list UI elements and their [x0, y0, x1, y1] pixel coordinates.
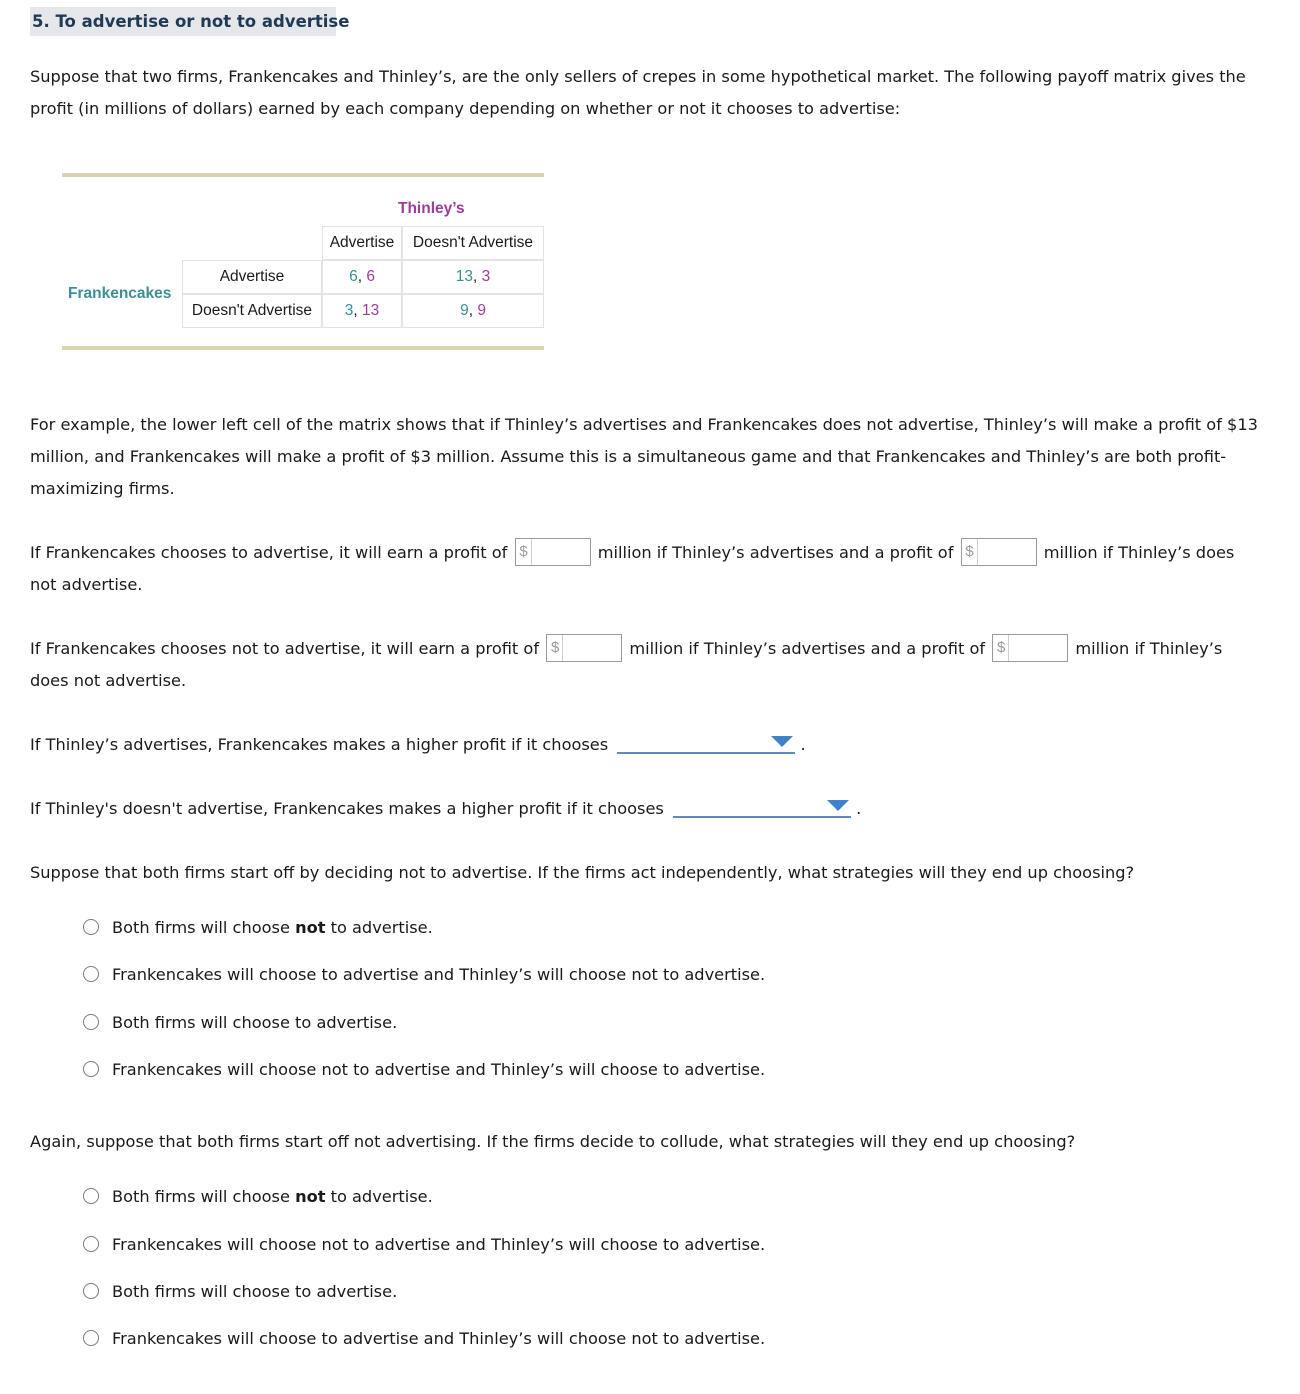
row-player-label: Frankencakes [68, 285, 172, 302]
option-text: to advertise. [325, 918, 433, 937]
option-text: Frankencakes will choose not to advertise and Thinley’s will choose to advertise. [112, 1235, 766, 1254]
q1-profit-input-2[interactable] [961, 538, 1037, 566]
q2-text-1: If Frankencakes chooses not to advertise, it will earn a profit of [30, 639, 540, 658]
q3-text: If Thinley’s advertises, Frankencakes makes a higher profit if it chooses [30, 735, 609, 754]
q2-profit-input-1[interactable] [546, 634, 622, 662]
q4-period: . [856, 799, 862, 818]
row-header-dont-advertise: Doesn't Advertise [182, 294, 322, 328]
thinleys-payoff: 13 [362, 302, 380, 319]
option-text: Both firms will choose to advertise. [112, 1013, 398, 1032]
payoff-cell [322, 294, 402, 328]
q3-dropdown[interactable] [617, 734, 795, 754]
option-text: to advertise. [325, 1187, 433, 1206]
q5-option-4[interactable] [83, 1058, 765, 1082]
q4-dropdown[interactable] [673, 798, 851, 818]
option-text: Frankencakes will choose to advertise and Thinley’s will choose not to advertise. [112, 965, 766, 984]
col-header-dont-advertise: Doesn't Advertise [402, 226, 544, 260]
q5-question: Suppose that both firms start off by deciding not to advertise. If the firms act independently, what strategies will they end up choosing? [30, 863, 1135, 882]
radio-button[interactable] [83, 1283, 99, 1299]
chevron-down-icon [771, 736, 793, 747]
thinleys-payoff: 6 [366, 268, 375, 285]
radio-button[interactable] [83, 966, 99, 982]
payoff-cell [322, 260, 402, 294]
option-text: Frankencakes will choose to advertise and Thinley’s will choose not to advertise. [112, 1329, 766, 1348]
q1-text-2: million if Thinley’s advertises and a profit of [597, 543, 954, 562]
radio-button[interactable] [83, 919, 99, 935]
q5-option-2[interactable] [83, 963, 765, 987]
option-text: Both firms will choose [112, 1187, 296, 1206]
q1-paragraph [30, 537, 1265, 601]
option-text: Both firms will choose to advertise. [112, 1282, 398, 1301]
payoff-cell [402, 260, 544, 294]
payoff-separator: , [468, 302, 478, 319]
frankencakes-payoff: 13 [455, 268, 473, 285]
q5-option-3[interactable] [83, 1011, 397, 1035]
q1-text-3: million if Thinley’s does not advertise. [30, 543, 1235, 594]
q6-option-1[interactable] [83, 1185, 433, 1209]
option-text: Both firms will choose [112, 918, 296, 937]
radio-button[interactable] [83, 1061, 99, 1077]
q2-profit-input-2[interactable] [992, 634, 1068, 662]
thinleys-payoff: 9 [477, 302, 486, 319]
q6-option-2[interactable] [83, 1233, 765, 1257]
row-header-advertise: Advertise [182, 260, 322, 294]
example-paragraph: For example, the lower left cell of the matrix shows that if Thinley’s advertises and Frankencakes does not advertise, Thinley’s will make a profit of $13 million, and Frankencakes will make a profit of $3 million. Assume this is a simultaneous game and that Frankencakes and Thinley’s are both profit-maximizing firms. [30, 415, 1258, 498]
q1-profit-input-1[interactable] [515, 538, 591, 566]
q6-option-3[interactable] [83, 1280, 397, 1304]
q6-question: Again, suppose that both firms start off not advertising. If the firms decide to collude, what strategies will they end up choosing? [30, 1132, 1076, 1151]
option-emphasis: not [295, 918, 326, 937]
option-emphasis: not [295, 1187, 326, 1206]
radio-button[interactable] [83, 1188, 99, 1204]
radio-button[interactable] [83, 1014, 99, 1030]
col-player-label: Thinley’s [398, 200, 465, 217]
option-text: Frankencakes will choose not to advertise and Thinley’s will choose to advertise. [112, 1060, 766, 1079]
q3-period: . [800, 735, 806, 754]
payoff-separator: , [473, 268, 482, 285]
q2-paragraph [30, 633, 1265, 697]
question-title: 5. To advertise or not to advertise [30, 7, 336, 36]
payoff-separator: , [353, 302, 362, 319]
frankencakes-payoff: 3 [344, 302, 354, 319]
q3-paragraph [30, 729, 1265, 761]
dollar-sign: $ [963, 539, 978, 565]
q6-option-4[interactable] [83, 1327, 765, 1351]
q4-text: If Thinley's doesn't advertise, Frankencakes makes a higher profit if it chooses [30, 799, 664, 818]
chevron-down-icon [827, 800, 849, 811]
frankencakes-payoff: 9 [460, 302, 469, 319]
q4-paragraph [30, 793, 1265, 825]
payoff-cell [402, 294, 544, 328]
q5-option-1[interactable] [83, 916, 433, 940]
radio-button[interactable] [83, 1330, 99, 1346]
radio-button[interactable] [83, 1236, 99, 1252]
q1-text-1: If Frankencakes chooses to advertise, it will earn a profit of [30, 543, 508, 562]
dollar-sign: $ [994, 635, 1009, 661]
matrix-top-rule [62, 173, 544, 177]
dollar-sign: $ [548, 635, 563, 661]
frankencakes-payoff: 6 [349, 268, 358, 285]
intro-paragraph: Suppose that two firms, Frankencakes and Thinley’s, are the only sellers of crepes in some hypothetical market. The following payoff matrix gives the profit (in millions of dollars) earned by each company depending on whether or not it chooses to advertise: [30, 67, 1246, 118]
col-header-advertise: Advertise [322, 226, 402, 260]
matrix-bottom-rule [62, 346, 544, 350]
dollar-sign: $ [517, 539, 532, 565]
payoff-matrix [62, 173, 544, 351]
q2-text-3: million if Thinley’s does not advertise. [30, 639, 1223, 690]
thinleys-payoff: 3 [481, 268, 491, 285]
payoff-separator: , [357, 268, 367, 285]
q2-text-2: million if Thinley’s advertises and a profit of [629, 639, 986, 658]
